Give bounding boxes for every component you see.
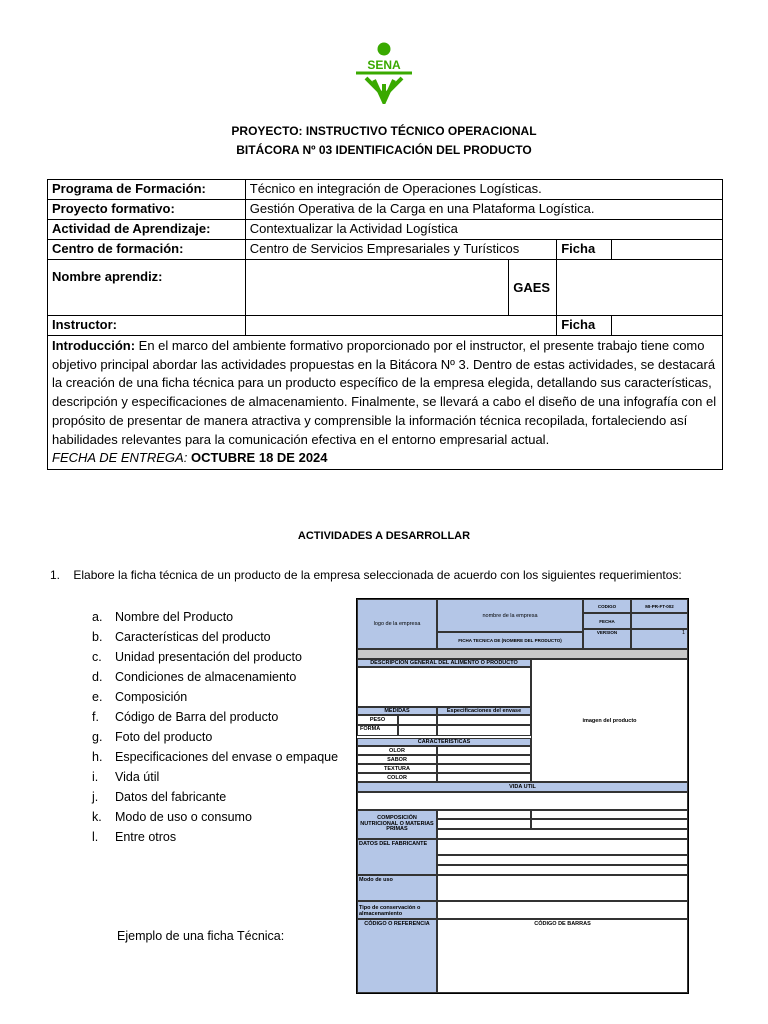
intro-label: Introducción:	[52, 338, 136, 353]
descripcion-header: DESCRIPCIÓN GENERAL DEL ALIMENTO O PRODUCTO	[357, 659, 531, 667]
color-value	[437, 773, 531, 782]
fecha-entrega-label: FECHA DE ENTREGA:	[52, 450, 188, 466]
nombre-empresa-cell: nombre de la empresa	[437, 599, 583, 632]
sena-logo	[352, 42, 416, 104]
fabricante-label: DATOS DEL FABRICANTE	[357, 839, 437, 875]
actividad-value: Contextualizar la Actividad Logística	[245, 220, 722, 240]
textura-label: TEXTURA	[357, 764, 437, 773]
caracteristicas-header: CARACTERÍSTICAS	[357, 738, 531, 746]
color-label: COLOR	[357, 773, 437, 782]
conservacion-cell	[437, 901, 688, 919]
ficha-value[interactable]	[612, 240, 723, 260]
proyecto-label: Proyecto formativo:	[48, 200, 246, 220]
list-item: c. Unidad presentación del producto	[92, 650, 302, 664]
gaes-label: GAES	[509, 260, 557, 316]
requirements-list	[92, 607, 338, 847]
codigo-label-cell: CODIGO	[583, 599, 631, 613]
composicion-cell	[437, 829, 688, 839]
gray-spacer	[357, 649, 688, 659]
item1-number: 1.	[50, 568, 61, 582]
introduccion-cell	[48, 336, 723, 470]
project-title: PROYECTO: INSTRUCTIVO TÉCNICO OPERACIONAL	[231, 124, 537, 138]
vida-util-header: VIDA UTIL	[357, 782, 688, 792]
forma-label: FORMA	[357, 725, 398, 736]
example-label: Ejemplo de una ficha Técnica:	[117, 929, 285, 943]
list-item: l. Entre otros	[92, 830, 177, 844]
version-label-cell: VERSION	[583, 629, 631, 649]
envase-value-1	[437, 715, 531, 725]
bitacora-title: BITÁCORA Nº 03 IDENTIFICACIÓN DEL PRODUCTO	[236, 143, 532, 157]
sabor-value	[437, 755, 531, 764]
ficha-value-2[interactable]	[612, 316, 723, 336]
composicion-cell	[531, 819, 688, 829]
list-item: a. Nombre del Producto	[92, 610, 234, 624]
list-item: j. Datos del fabricante	[92, 790, 227, 804]
centro-value: Centro de Servicios Empresariales y Turísticos	[245, 240, 556, 260]
conservacion-label: Tipo de conservación o almacenamiento	[357, 901, 437, 919]
textura-value	[437, 764, 531, 773]
fabricante-cell	[437, 855, 688, 865]
list-item: k. Modo de uso o consumo	[92, 810, 252, 824]
instructor-label: Instructor:	[48, 316, 246, 336]
olor-label: OLOR	[357, 746, 437, 755]
codigo-referencia-label: CÓDIGO O REFERENCIA	[357, 919, 437, 993]
activity-item-1	[50, 568, 682, 582]
info-table	[47, 179, 723, 470]
forma-value	[398, 725, 437, 736]
composicion-label: COMPOSICIÓN NUTRICIONAL O MATERIAS PRIMAS	[357, 810, 437, 839]
programa-value: Técnico en integración de Operaciones Logísticas.	[245, 180, 722, 200]
list-item: d. Condiciones de almacenamiento	[92, 670, 297, 684]
fecha-label-cell: FECHA	[583, 613, 631, 629]
olor-value	[437, 746, 531, 755]
sena-logo-icon	[352, 42, 416, 104]
item1-text: Elabore la ficha técnica de un producto de la empresa seleccionada de acuerdo con los siguientes requerimientos:	[73, 568, 682, 582]
ficha-nombre-cell: FICHA TECNICA DE (NOMBRE DEL PRODUCTO)	[437, 632, 583, 649]
sabor-label: SABOR	[357, 755, 437, 764]
fabricante-cell	[437, 865, 688, 875]
modo-uso-label: Modo de uso	[357, 875, 437, 901]
list-item: h. Especificaciones del envase o empaque	[92, 750, 339, 764]
composicion-cell	[437, 810, 531, 819]
medidas-header: MEDIDAS	[357, 707, 437, 715]
version-value-cell: 1	[631, 629, 688, 649]
composicion-cell	[437, 819, 531, 829]
fabricante-cell	[437, 839, 688, 855]
fecha-value-cell	[631, 613, 688, 629]
imagen-producto-cell: imagen del producto	[531, 659, 688, 782]
descripcion-cell	[357, 667, 531, 707]
modo-uso-cell	[437, 875, 688, 901]
list-item: i. Vida útil	[92, 770, 160, 784]
list-item: g. Foto del producto	[92, 730, 213, 744]
peso-value	[398, 715, 437, 725]
envase-value-2	[437, 725, 531, 736]
gaes-value[interactable]	[557, 260, 723, 316]
proyecto-value: Gestión Operativa de la Carga en una Plataforma Logística.	[245, 200, 722, 220]
list-item: e. Composición	[92, 690, 188, 704]
nombre-aprendiz-label: Nombre aprendiz:	[48, 260, 246, 316]
logo-empresa-cell: logo de la empresa	[357, 599, 437, 649]
fecha-entrega-value: OCTUBRE 18 DE 2024	[190, 450, 328, 466]
logo-text: SENA	[367, 58, 401, 72]
activities-title: ACTIVIDADES A DESARROLLAR	[297, 530, 471, 542]
ficha-label-2: Ficha	[557, 316, 612, 336]
envase-header: Especificaciones del envase	[437, 707, 531, 715]
vida-util-cell	[357, 792, 688, 810]
actividad-label: Actividad de Aprendizaje:	[48, 220, 246, 240]
centro-label: Centro de formación:	[48, 240, 246, 260]
codigo-barras-cell: CÓDIGO DE BARRAS	[437, 919, 688, 993]
codigo-value-cell: MI-PR-FT-002	[631, 599, 688, 613]
intro-text: En el marco del ambiente formativo proporcionado por el instructor, el presente trabajo tiene como objetivo principal abordar las actividades propuestas en la Bitácora Nº 3. Dentro de estas actividades, se destacará la creación de una ficha técnica para un producto específico de la empresa elegida, detallando sus características, descripción y especificaciones de almacenamiento. Finalmente, se llevará a cabo el diseño de una infografía con el propósito de presentar de manera atractiva y comprensible la información técnica recopilada, fortaleciendo así habilidades relevantes para la comunicación efectiva en el entorno empresarial actual.	[52, 338, 717, 447]
instructor-value[interactable]	[245, 316, 556, 336]
peso-label: PESO	[357, 715, 398, 725]
nombre-aprendiz-value[interactable]	[245, 260, 509, 316]
programa-label: Programa de Formación:	[48, 180, 246, 200]
ficha-label: Ficha	[557, 240, 612, 260]
composicion-cell	[531, 810, 688, 819]
ficha-tecnica-example	[356, 598, 689, 994]
list-item: b. Características del producto	[92, 630, 271, 644]
list-item: f. Código de Barra del producto	[92, 710, 279, 724]
